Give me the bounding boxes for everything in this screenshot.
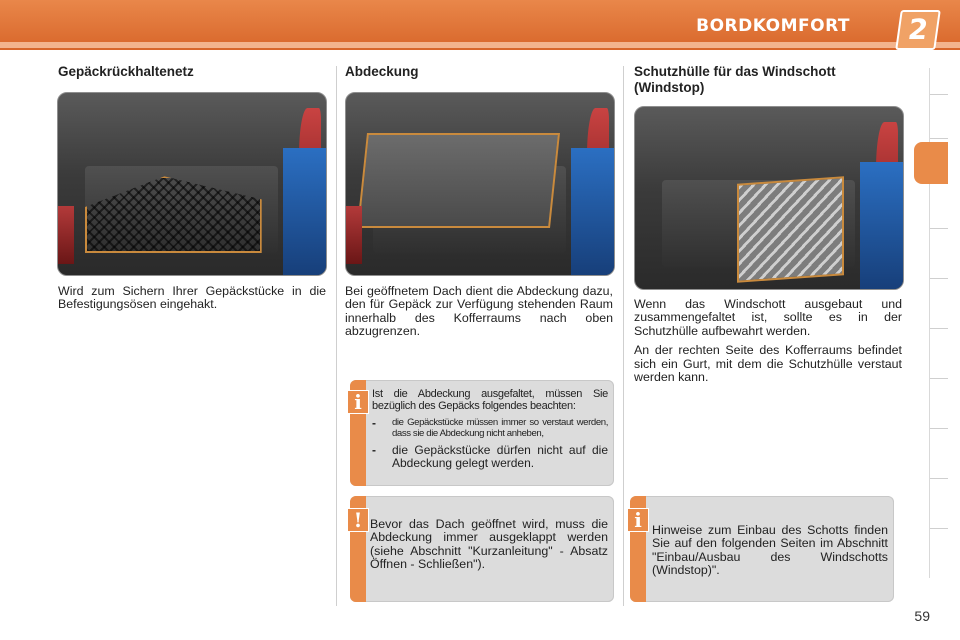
section-heading-luggage-net: Gepäckrückhaltenetz (58, 64, 194, 79)
side-tab-divider (930, 328, 948, 329)
info-icon: i (347, 390, 369, 414)
luggage-net-description: Wird zum Sichern Ihrer Gepäckstücke in die Befestigungsösen eingehakt. (58, 284, 326, 312)
info-icon: i (627, 508, 649, 532)
side-tab-divider (930, 94, 948, 95)
info-box-windstop (630, 496, 894, 602)
side-tab-divider (930, 138, 948, 139)
column-divider (623, 66, 624, 606)
side-tab-chapter-2[interactable] (914, 142, 948, 184)
side-tab-divider (930, 428, 948, 429)
chapter-number-badge[interactable]: 2 (895, 10, 941, 50)
side-tab-divider (930, 478, 948, 479)
side-tab-divider (930, 378, 948, 379)
car-body (283, 148, 326, 275)
info-bullet: - die Gepäckstücke müssen immer so verstaut werden, dass sie die Abdeckung nicht anheben, (372, 416, 608, 439)
chapter-title: BORDKOMFORT (696, 16, 850, 36)
section-heading-cover: Abdeckung (345, 64, 419, 79)
info-box-content (372, 388, 608, 470)
warning-text: Bevor das Dach geöffnet wird, muss die Abdeckung immer ausgeklappt werden (siehe Abschnitt "Kurzanleitung" - Absatz Öffnen - Schließen"). (370, 517, 608, 572)
luggage-net-photo (57, 92, 327, 276)
info-intro: Ist die Abdeckung ausgefaltet, müssen Sie bezüglich des Gepäcks folgendes beachten: (372, 388, 608, 412)
tail-light (346, 206, 362, 264)
windstop-paragraph-2: An der rechten Seite des Kofferraums befindet sich ein Gurt, mit dem die Schutzhülle verstaut werden kann. (634, 343, 902, 385)
warning-box-roof (350, 496, 614, 602)
side-tab-bar (929, 68, 948, 578)
windstop-paragraph-1: Wenn das Windschott ausgebaut und zusammengefaltet ist, sollte es in der Schutzhülle aufbewahrt werden. (634, 297, 902, 338)
warning-icon: ! (347, 508, 369, 532)
page-number: 59 (914, 608, 930, 624)
column-divider (336, 66, 337, 606)
car-body (571, 148, 614, 275)
section-heading-windstop: Schutzhülle für das Windschott (Windstop) (634, 64, 836, 95)
windstop-bag-highlight (737, 176, 844, 282)
windstop-info-text: Hinweise zum Einbau des Schotts finden Sie auf den folgenden Seiten im Abschnitt "Einbau/Ausbau des Windschotts (Windstop)". (652, 523, 888, 578)
header-stripe (0, 42, 960, 48)
boot-cover-highlight (357, 133, 560, 228)
side-tab-divider (930, 278, 948, 279)
windstop-cover-photo (634, 106, 904, 290)
boot-cover-photo (345, 92, 615, 276)
tail-light (58, 206, 74, 264)
side-tab-divider (930, 228, 948, 229)
cover-description: Bei geöffnetem Dach dient die Abdeckung dazu, den für Gepäck zur Verfügung stehenden Raum innerhalb des Kofferraums nach oben abzugrenzen. (345, 284, 613, 339)
info-bullet-text: die Gepäckstücke müssen immer so verstaut werden, dass sie die Abdeckung nicht anheben, (392, 417, 608, 439)
info-bullet-text: die Gepäckstücke dürfen nicht auf die Abdeckung gelegt werden. (392, 443, 608, 470)
car-body (860, 162, 903, 289)
info-box-cover (350, 380, 614, 486)
side-tab-divider (930, 528, 948, 529)
windstop-description (634, 298, 902, 390)
info-bullet: - die Gepäckstücke dürfen nicht auf die Abdeckung gelegt werden. (372, 443, 608, 470)
